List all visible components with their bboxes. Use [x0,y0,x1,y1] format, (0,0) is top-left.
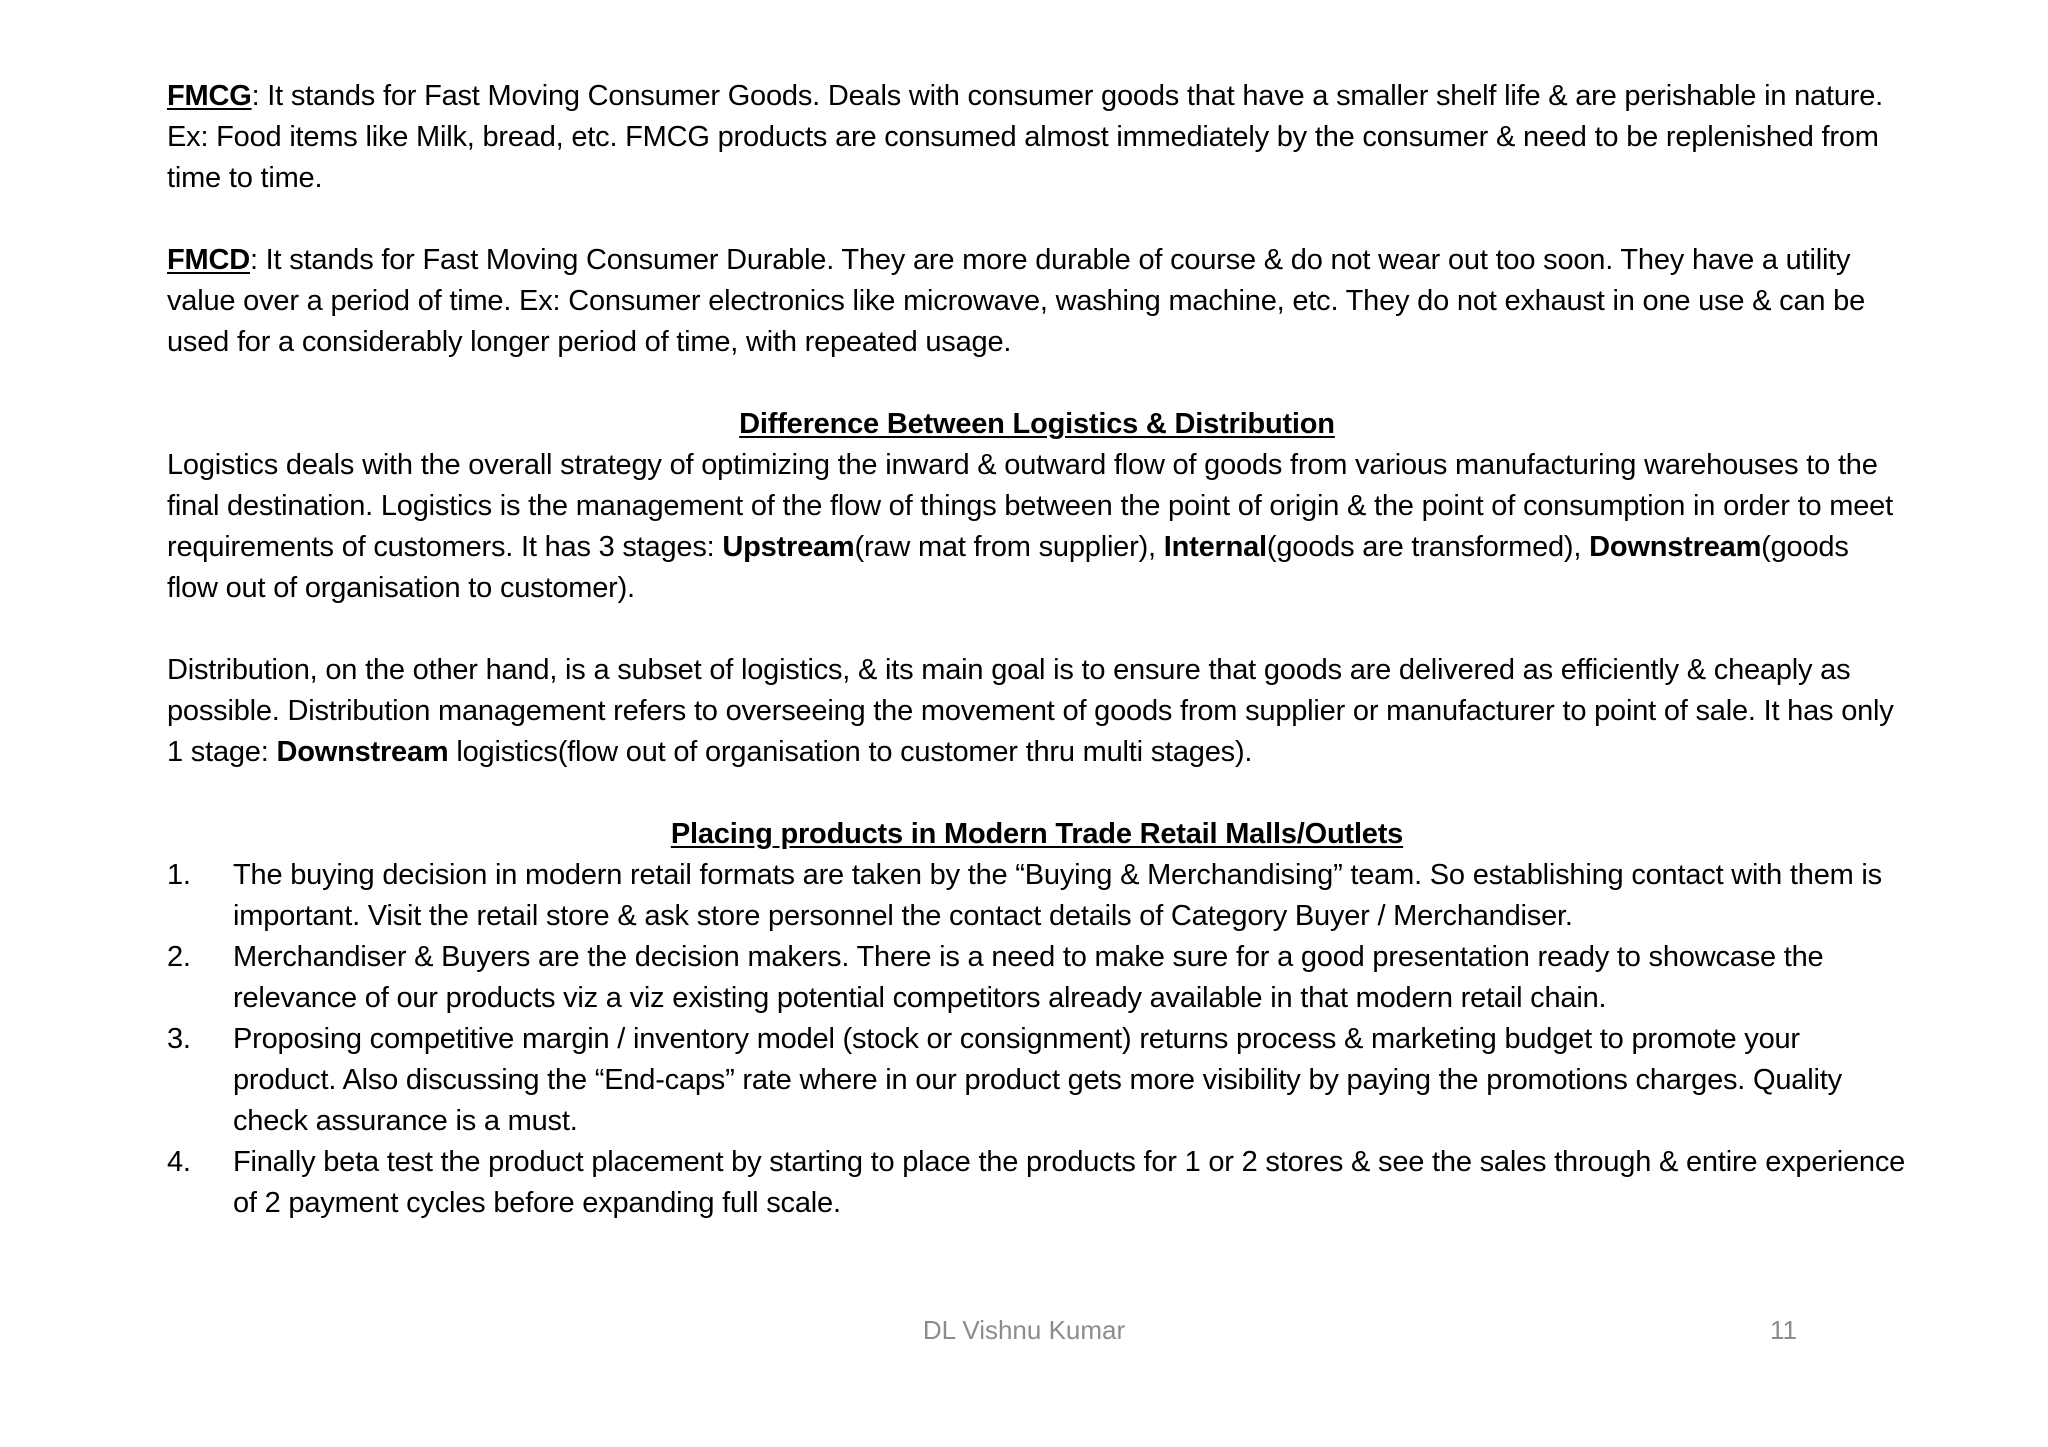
fmcd-term: FMCD [167,244,250,276]
spacer [167,609,1907,650]
list-item-text: Finally beta test the product placement by starting to place the products for 1 or 2 stores & see the sales through & entire experience of 2 payment cycles before expanding full scale. [233,1146,1906,1219]
downstream-label: Downstream [1589,531,1762,563]
upstream-label: Upstream [722,531,855,563]
list-item [167,1142,1907,1224]
logistics-distribution-heading: Difference Between Logistics & Distribution [739,408,1335,440]
fmcg-paragraph [167,76,1907,199]
footer-author: DL Vishnu Kumar [922,1315,1126,1345]
fmcg-term: FMCG [167,80,252,112]
list-item [167,937,1907,1019]
list-item [167,1019,1907,1142]
list-item-number: 4. [167,1146,191,1178]
list-item-number: 2. [167,941,191,973]
logistics-text: Logistics deals with the overall strategy of optimizing the inward & outward flow of goods from various manufacturing warehouses to the final destination. Logistics is the management of the flow of things between the point of origin & the point of consumption in order to meet requirements of customers. It has 3 stages: [167,449,1893,563]
distribution-paragraph [167,650,1907,773]
distribution-end-text: logistics(flow out of organisation to customer thru multi stages). [448,736,1253,768]
list-item [167,855,1907,937]
spacer [167,363,1907,404]
list-item-number: 3. [167,1023,191,1055]
spacer [167,773,1907,814]
internal-label: Internal [1163,531,1267,563]
list-item-number: 1. [167,859,191,891]
distribution-text: Distribution, on the other hand, is a subset of logistics, & its main goal is to ensure that goods are delivered as efficiently & cheaply as possible. Distribution management refers to overseeing the movement of goods from supplier or manufacturer to point of sale. It has only 1 stage: [167,654,1894,768]
spacer [167,199,1907,240]
list-item-text: The buying decision in modern retail formats are taken by the “Buying & Merchandising” team. So establishing contact with them is important. Visit the retail store & ask store personnel the contact details of Category Buyer / Merchandiser. [233,859,1882,932]
upstream-text: (raw mat from supplier), [854,531,1164,563]
placing-products-heading: Placing products in Modern Trade Retail Malls/Outlets [670,818,1404,850]
internal-text: (goods are transformed), [1266,531,1590,563]
page-number: 11 [1770,1315,1797,1345]
logistics-paragraph [167,445,1907,609]
slide-content [167,76,1907,1224]
fmcd-definition: : It stands for Fast Moving Consumer Durable. They are more durable of course & do not wear out too soon. They have a utility value over a period of time. Ex: Consumer electronics like microwave, washing machine, etc. They do not exhaust in one use & can be used for a considerably longer period of time, with repeated usage. [167,244,1866,358]
fmcg-definition: : It stands for Fast Moving Consumer Goods. Deals with consumer goods that have a smaller shelf life & are perishable in nature. Ex: Food items like Milk, bread, etc. FMCG products are consumed almost immediately by the consumer & need to be replenished from time to time. [167,80,1883,194]
fmcd-paragraph [167,240,1907,363]
placing-steps-list [167,855,1907,1224]
list-item-text: Proposing competitive margin / inventory model (stock or consignment) returns process & marketing budget to promote your product. Also discussing the “End-caps” rate where in our product gets more visibility by paying the promotions charges. Quality check assurance is a must. [233,1023,1842,1137]
list-item-text: Merchandiser & Buyers are the decision makers. There is a need to make sure for a good presentation ready to showcase the relevance of our products viz a viz existing potential competitors already available in that modern retail chain. [233,941,1824,1014]
downstream-text: (goods flow out of organisation to customer). [167,531,1849,604]
distribution-downstream-label: Downstream [276,736,449,768]
